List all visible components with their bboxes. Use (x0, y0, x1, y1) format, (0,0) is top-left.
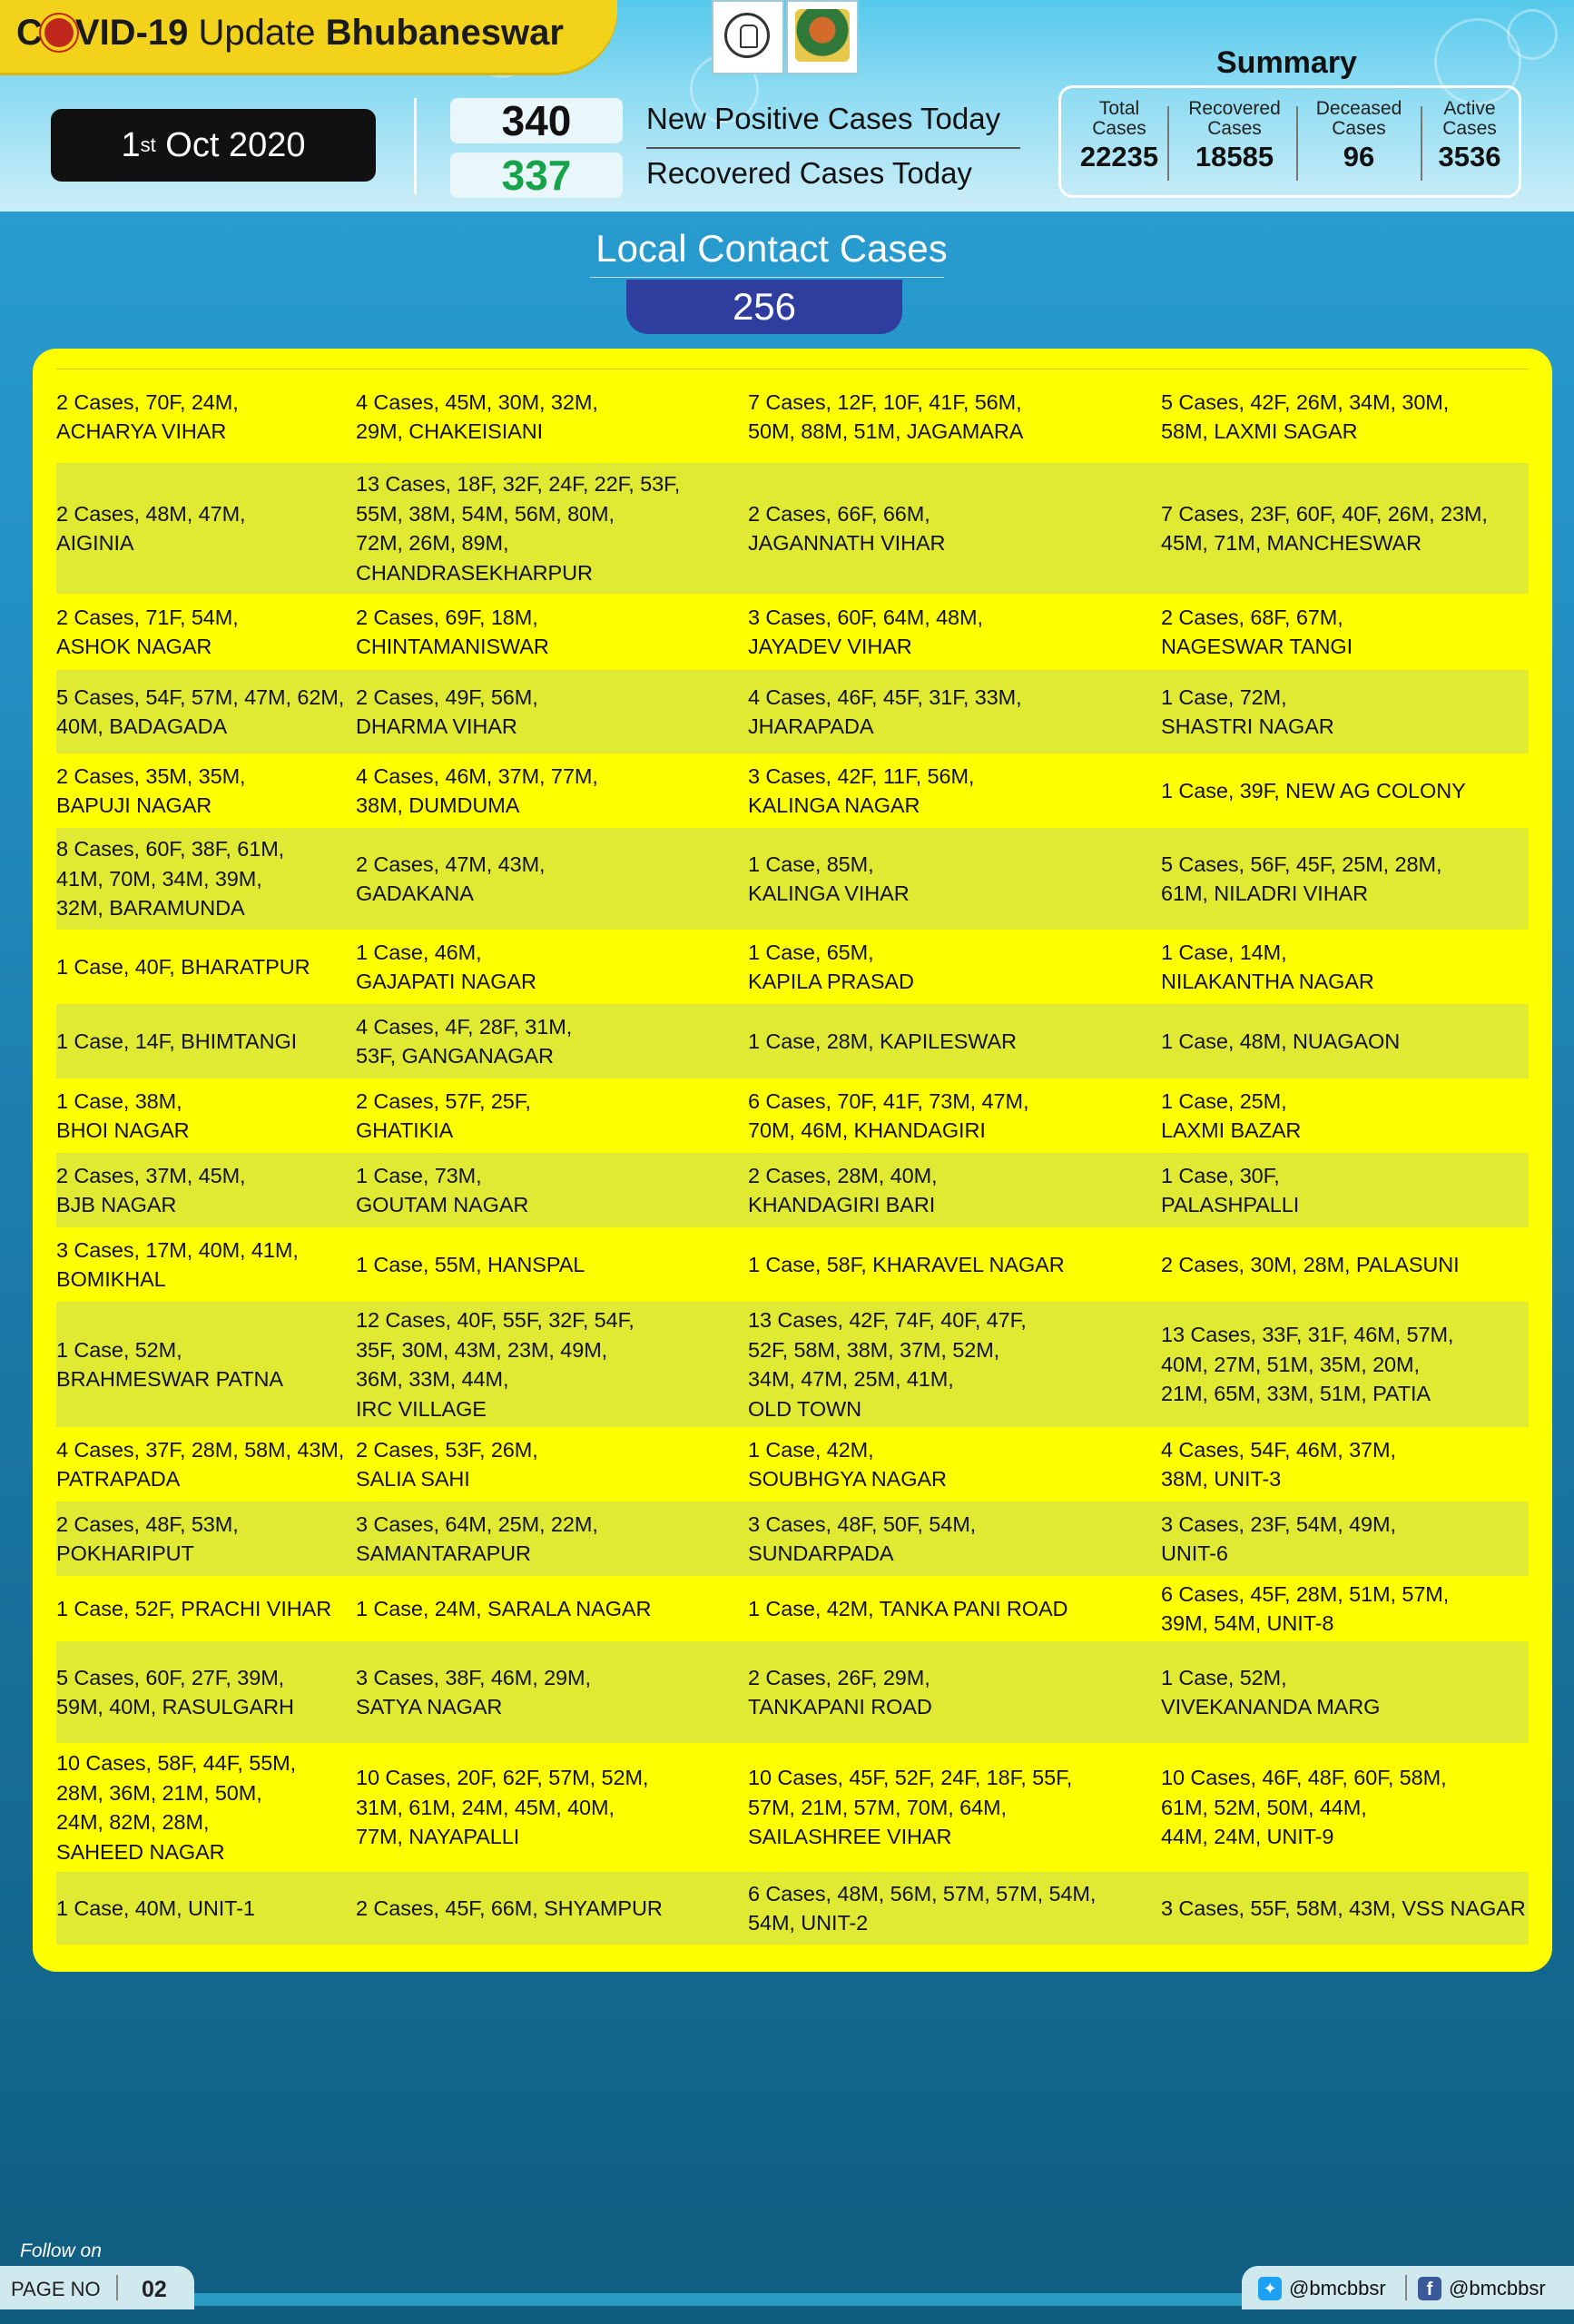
date-badge (51, 109, 376, 182)
summary-value: 18585 (1195, 141, 1274, 172)
table-cell: 1 Case, 73M, GOUTAM NAGAR (356, 1163, 529, 1216)
table-cell: 1 Case, 72M, SHASTRI NAGAR (1161, 684, 1334, 738)
table-cell: 1 Case, 24M, SARALA NAGAR (356, 1596, 652, 1620)
table-cell: 10 Cases, 20F, 62F, 57M, 52M, 31M, 61M, 24M, 45M, 40M, 77M, NAYAPALLI (356, 1766, 649, 1849)
table-cell: 2 Cases, 69F, 18M, CHINTAMANISWAR (356, 605, 549, 658)
summary-divider (1296, 106, 1298, 181)
table-cell: 3 Cases, 64M, 25M, 22M, SAMANTARAPUR (356, 1512, 598, 1565)
label-divider (646, 147, 1020, 149)
table-cell: 5 Cases, 60F, 27F, 39M, 59M, 40M, RASULGARH (56, 1665, 294, 1718)
table-row (56, 1227, 1529, 1302)
table-cell: 8 Cases, 60F, 38F, 61M, 41M, 70M, 34M, 39M, 32M, BARAMUNDA (56, 837, 285, 921)
table-cell: 5 Cases, 42F, 26M, 34M, 30M, 58M, LAXMI SAGAR (1161, 389, 1450, 443)
local-contact-title: Local Contact Cases (595, 227, 948, 270)
table-row (56, 753, 1529, 828)
title-letter-c: C (16, 13, 43, 53)
table-row (56, 1153, 1529, 1227)
emblem-icon (795, 9, 850, 62)
page-number-badge (0, 2266, 194, 2309)
summary-label: Cases (1207, 118, 1262, 139)
summary-label: Total (1098, 98, 1140, 119)
table-cell: 3 Cases, 42F, 11F, 56M, KALINGA NAGAR (748, 763, 975, 817)
table-cell: 12 Cases, 40F, 55F, 32F, 54F, 35F, 30M, 43M, 23M, 49M, 36M, 33M, 44M, IRC VILLAGE (356, 1308, 635, 1421)
local-contact-underline (590, 277, 944, 278)
table-cell: 4 Cases, 46F, 45F, 31F, 33M, JHARAPADA (748, 684, 1022, 738)
summary-label: Deceased (1315, 98, 1402, 119)
header-divider (414, 98, 417, 194)
table-row (56, 1302, 1529, 1427)
date-day: 1 (121, 125, 141, 164)
table-cell: 3 Cases, 23F, 54M, 49M, UNIT-6 (1161, 1512, 1396, 1565)
table-cell: 6 Cases, 45F, 28M, 51M, 57M, 39M, 54M, UNIT-8 (1161, 1581, 1450, 1635)
table-cell: 1 Case, 52F, PRACHI VIHAR (56, 1596, 332, 1620)
table-row (56, 1641, 1529, 1743)
table-cell: 1 Case, 46M, GAJAPATI NAGAR (356, 940, 536, 993)
local-contact-count: 256 (626, 280, 902, 334)
summary-label: Cases (1442, 118, 1497, 139)
recovered-today-label: Recovered Cases Today (646, 156, 972, 190)
table-cell: 2 Cases, 57F, 25F, GHATIKIA (356, 1088, 531, 1142)
summary-label: Cases (1332, 118, 1386, 139)
table-cell: 1 Case, 25M, LAXMI BAZAR (1161, 1088, 1302, 1142)
table-cell: 4 Cases, 46M, 37M, 77M, 38M, DUMDUMA (356, 763, 598, 817)
table-cell: 1 Case, 65M, KAPILA PRASAD (748, 940, 914, 993)
table-cell: 1 Case, 40M, UNIT-1 (56, 1896, 255, 1920)
table-cell: 2 Cases, 48F, 53M, POKHARIPUT (56, 1512, 239, 1565)
summary-label: Recovered (1188, 98, 1281, 119)
summary-active (1422, 99, 1517, 173)
table-cell: 4 Cases, 4F, 28F, 31M, 53F, GANGANAGAR (356, 1014, 573, 1068)
table-row (56, 828, 1529, 930)
table-cell: 4 Cases, 54F, 46M, 37M, 38M, UNIT-3 (1161, 1437, 1396, 1491)
twitter-icon[interactable]: ✦ (1258, 2277, 1282, 2300)
table-row (56, 1872, 1529, 1945)
table-cell: 1 Case, 14F, BHIMTANGI (56, 1029, 298, 1053)
twitter-handle[interactable]: @bmcbbsr (1289, 2277, 1386, 2299)
new-positive-count: 340 (450, 98, 623, 143)
table-cell: 2 Cases, 26F, 29M, TANKAPANI ROAD (748, 1665, 932, 1718)
summary-label: Cases (1092, 118, 1146, 139)
social-divider (1405, 2275, 1407, 2300)
cases-table (33, 349, 1552, 1972)
table-row (56, 1427, 1529, 1502)
table-cell: 1 Case, 85M, KALINGA VIHAR (748, 852, 910, 905)
table-row (56, 370, 1529, 463)
table-cell: 2 Cases, 66F, 66M, JAGANNATH VIHAR (748, 501, 946, 555)
table-cell: 2 Cases, 45F, 66M, SHYAMPUR (356, 1896, 663, 1920)
table-cell: 3 Cases, 48F, 50F, 54M, SUNDARPADA (748, 1512, 977, 1565)
table-cell: 2 Cases, 48M, 47M, AIGINIA (56, 501, 246, 555)
page-title (16, 13, 564, 54)
title-city: Bhubaneswar (325, 13, 564, 53)
table-cell: 1 Case, 58F, KHARAVEL NAGAR (748, 1252, 1065, 1276)
summary-box (1058, 85, 1521, 198)
bmc-logo (786, 0, 859, 74)
table-cell: 13 Cases, 18F, 32F, 24F, 22F, 53F, 55M, 38M, 54M, 56M, 80M, 72M, 26M, 89M, CHANDRASEKHARPUR (356, 472, 681, 585)
table-cell: 6 Cases, 48M, 56M, 57M, 57M, 54M, 54M, UNIT-2 (748, 1881, 1097, 1935)
table-cell: 5 Cases, 54F, 57M, 47M, 62M, 40M, BADAGADA (56, 684, 345, 738)
table-cell: 13 Cases, 42F, 74F, 40F, 47F, 52F, 58M, 38M, 37M, 52M, 34M, 47M, 25M, 41M, OLD TOWN (748, 1308, 1027, 1421)
table-cell: 13 Cases, 33F, 31F, 46M, 57M, 40M, 27M, 51M, 35M, 20M, 21M, 65M, 33M, 51M, PATIA (1161, 1323, 1454, 1406)
table-cell: 2 Cases, 68F, 67M, NAGESWAR TANGI (1161, 605, 1353, 658)
table-row (56, 670, 1529, 753)
table-cell: 3 Cases, 17M, 40M, 41M, BOMIKHAL (56, 1237, 299, 1291)
table-cell: 10 Cases, 45F, 52F, 24F, 18F, 55F, 57M, 21M, 57M, 70M, 64M, SAILASHREE VIHAR (748, 1766, 1073, 1849)
odisha-govt-logo (712, 0, 784, 74)
table-row (56, 594, 1529, 670)
table-cell: 1 Case, 28M, KAPILESWAR (748, 1029, 1017, 1053)
table-cell: 2 Cases, 53F, 26M, SALIA SAHI (356, 1437, 538, 1491)
new-positive-label: New Positive Cases Today (646, 102, 1001, 135)
summary-recovered (1174, 99, 1295, 173)
table-cell: 2 Cases, 30M, 28M, PALASUNI (1161, 1252, 1460, 1276)
table-row (56, 1004, 1529, 1078)
table-cell: 3 Cases, 60F, 64M, 48M, JAYADEV VIHAR (748, 605, 983, 658)
follow-on-label: Follow on (20, 2240, 102, 2261)
virus-decoration-icon (1507, 9, 1558, 60)
summary-divider (1167, 106, 1169, 181)
table-cell: 5 Cases, 56F, 45F, 25M, 28M, 61M, NILADRI VIHAR (1161, 852, 1442, 905)
table-row (56, 1576, 1529, 1641)
table-cell: 1 Case, 52M, VIVEKANANDA MARG (1161, 1665, 1381, 1718)
table-cell: 4 Cases, 45M, 30M, 32M, 29M, CHAKEISIANI (356, 389, 598, 443)
date-suffix: st (140, 133, 156, 156)
seal-icon (724, 13, 770, 58)
table-cell: 2 Cases, 70F, 24M, ACHARYA VIHAR (56, 389, 239, 443)
table-cell: 2 Cases, 49F, 56M, DHARMA VIHAR (356, 684, 538, 738)
table-cell: 1 Case, 42M, SOUBHGYA NAGAR (748, 1437, 947, 1491)
table-cell: 2 Cases, 28M, 40M, KHANDAGIRI BARI (748, 1163, 938, 1216)
table-cell: 4 Cases, 37F, 28M, 58M, 43M, PATRAPADA (56, 1437, 345, 1491)
summary-label: Active (1443, 98, 1496, 119)
table-cell: 10 Cases, 58F, 44F, 55M, 28M, 36M, 21M, 50M, 24M, 82M, 28M, SAHEED NAGAR (56, 1751, 297, 1864)
table-row (56, 930, 1529, 1004)
summary-value: 22235 (1079, 141, 1159, 172)
table-row (56, 1502, 1529, 1576)
page-label: PAGE NO (11, 2278, 101, 2300)
recovered-today-count: 337 (450, 153, 623, 198)
summary-value: 96 (1343, 141, 1375, 172)
table-cell: 3 Cases, 38F, 46M, 29M, SATYA NAGAR (356, 1665, 591, 1718)
table-cell: 1 Case, 55M, HANSPAL (356, 1252, 585, 1276)
facebook-icon[interactable]: f (1418, 2277, 1441, 2300)
table-cell: 6 Cases, 70F, 41F, 73M, 47M, 70M, 46M, KHANDAGIRI (748, 1088, 1029, 1142)
table-cell: 2 Cases, 37M, 45M, BJB NAGAR (56, 1163, 246, 1216)
facebook-handle[interactable]: @bmcbbsr (1449, 2277, 1546, 2299)
table-cell: 7 Cases, 23F, 60F, 40F, 26M, 23M, 45M, 71M, MANCHESWAR (1161, 501, 1488, 555)
virus-o-icon (44, 18, 74, 47)
summary-title: Summary (1216, 45, 1357, 80)
page-number: 02 (142, 2277, 167, 2302)
summary-total (1074, 99, 1165, 173)
summary-deceased (1299, 99, 1419, 173)
social-handles (1242, 2266, 1574, 2309)
table-cell: 1 Case, 30F, PALASHPALLI (1161, 1163, 1300, 1216)
table-cell: 3 Cases, 55F, 58M, 43M, VSS NAGAR (1161, 1896, 1526, 1920)
table-cell: 1 Case, 48M, NUAGAON (1161, 1029, 1401, 1053)
table-cell: 2 Cases, 35M, 35M, BAPUJI NAGAR (56, 763, 246, 817)
summary-value: 3536 (1438, 141, 1501, 172)
page-divider (116, 2275, 118, 2300)
table-cell: 1 Case, 39F, NEW AG COLONY (1161, 778, 1466, 803)
table-cell: 1 Case, 42M, TANKA PANI ROAD (748, 1596, 1068, 1620)
table-row (56, 1078, 1529, 1153)
table-cell: 1 Case, 38M, BHOI NAGAR (56, 1088, 190, 1142)
table-row (56, 1743, 1529, 1872)
table-cell: 2 Cases, 47M, 43M, GADAKANA (356, 852, 546, 905)
table-cell: 7 Cases, 12F, 10F, 41F, 56M, 50M, 88M, 51M, JAGAMARA (748, 389, 1024, 443)
table-cell: 1 Case, 14M, NILAKANTHA NAGAR (1161, 940, 1374, 993)
title-banner (0, 0, 617, 73)
title-covid: VID-19 (74, 13, 189, 53)
table-cell: 10 Cases, 46F, 48F, 60F, 58M, 61M, 52M, 50M, 44M, 44M, 24M, UNIT-9 (1161, 1766, 1447, 1849)
table-cell: 1 Case, 52M, BRAHMESWAR PATNA (56, 1337, 283, 1391)
table-cell: 2 Cases, 71F, 54M, ASHOK NAGAR (56, 605, 239, 658)
table-cell: 1 Case, 40F, BHARATPUR (56, 954, 310, 979)
table-row (56, 463, 1529, 594)
date-month-year: Oct 2020 (165, 125, 306, 164)
title-update: Update (198, 13, 316, 53)
